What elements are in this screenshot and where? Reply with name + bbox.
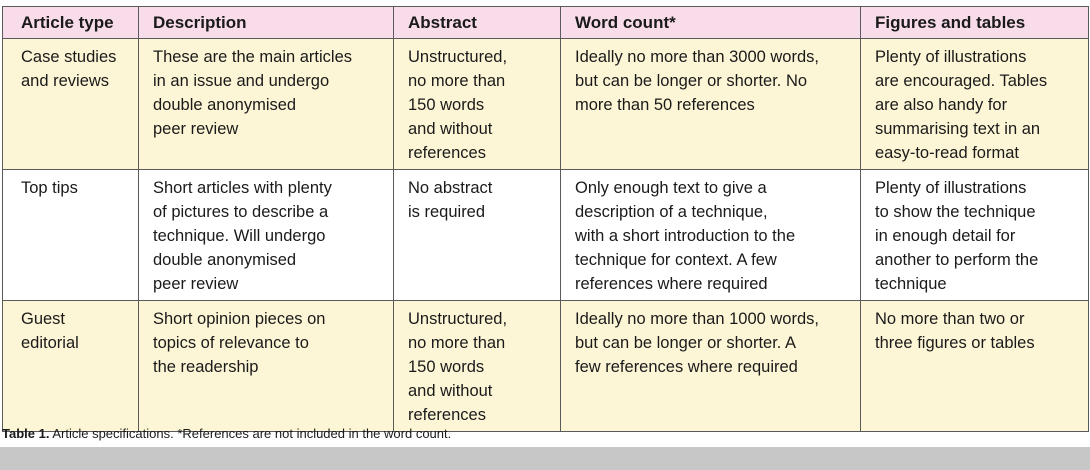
- cell-word-count: Ideally no more than 1000 words, but can be longer or shorter. A few references where required: [561, 301, 861, 432]
- table-header-row: [3, 7, 1089, 39]
- column-header-abstract: Abstract: [394, 7, 561, 39]
- cell-description: Short articles with plenty of pictures to describe a technique. Will undergo double anonymised peer review: [139, 170, 394, 301]
- cell-figures-and-tables: No more than two or three figures or tables: [861, 301, 1089, 432]
- table-row-case-studies: [3, 39, 1089, 170]
- column-header-article-type: Article type: [3, 7, 139, 39]
- cell-abstract: No abstract is required: [394, 170, 561, 301]
- cell-article-type: Case studies and reviews: [3, 39, 139, 170]
- column-header-word-count: Word count*: [561, 7, 861, 39]
- bottom-divider-band: [0, 447, 1090, 470]
- cell-figures-and-tables: Plenty of illustrations to show the technique in enough detail for another to perform the technique: [861, 170, 1089, 301]
- article-specifications-table: [2, 6, 1089, 432]
- cell-article-type: Guest editorial: [3, 301, 139, 432]
- table-row-top-tips: [3, 170, 1089, 301]
- cell-article-type: Top tips: [3, 170, 139, 301]
- caption-text: Article specifications. *References are not included in the word count.: [49, 426, 452, 441]
- cell-word-count: Only enough text to give a description of a technique, with a short introduction to the technique for context. A few references where required: [561, 170, 861, 301]
- caption-label: Table 1.: [2, 426, 50, 441]
- cell-description: Short opinion pieces on topics of relevance to the readership: [139, 301, 394, 432]
- cell-abstract: Unstructured, no more than 150 words and without references: [394, 301, 561, 432]
- cell-description: These are the main articles in an issue and undergo double anonymised peer review: [139, 39, 394, 170]
- cell-figures-and-tables: Plenty of illustrations are encouraged. Tables are also handy for summarising text in an easy-to-read format: [861, 39, 1089, 170]
- table-caption: [2, 426, 451, 441]
- table-row-guest-editorial: [3, 301, 1089, 432]
- column-header-description: Description: [139, 7, 394, 39]
- column-header-figures-and-tables: Figures and tables: [861, 7, 1089, 39]
- cell-word-count: Ideally no more than 3000 words, but can be longer or shorter. No more than 50 references: [561, 39, 861, 170]
- cell-abstract: Unstructured, no more than 150 words and without references: [394, 39, 561, 170]
